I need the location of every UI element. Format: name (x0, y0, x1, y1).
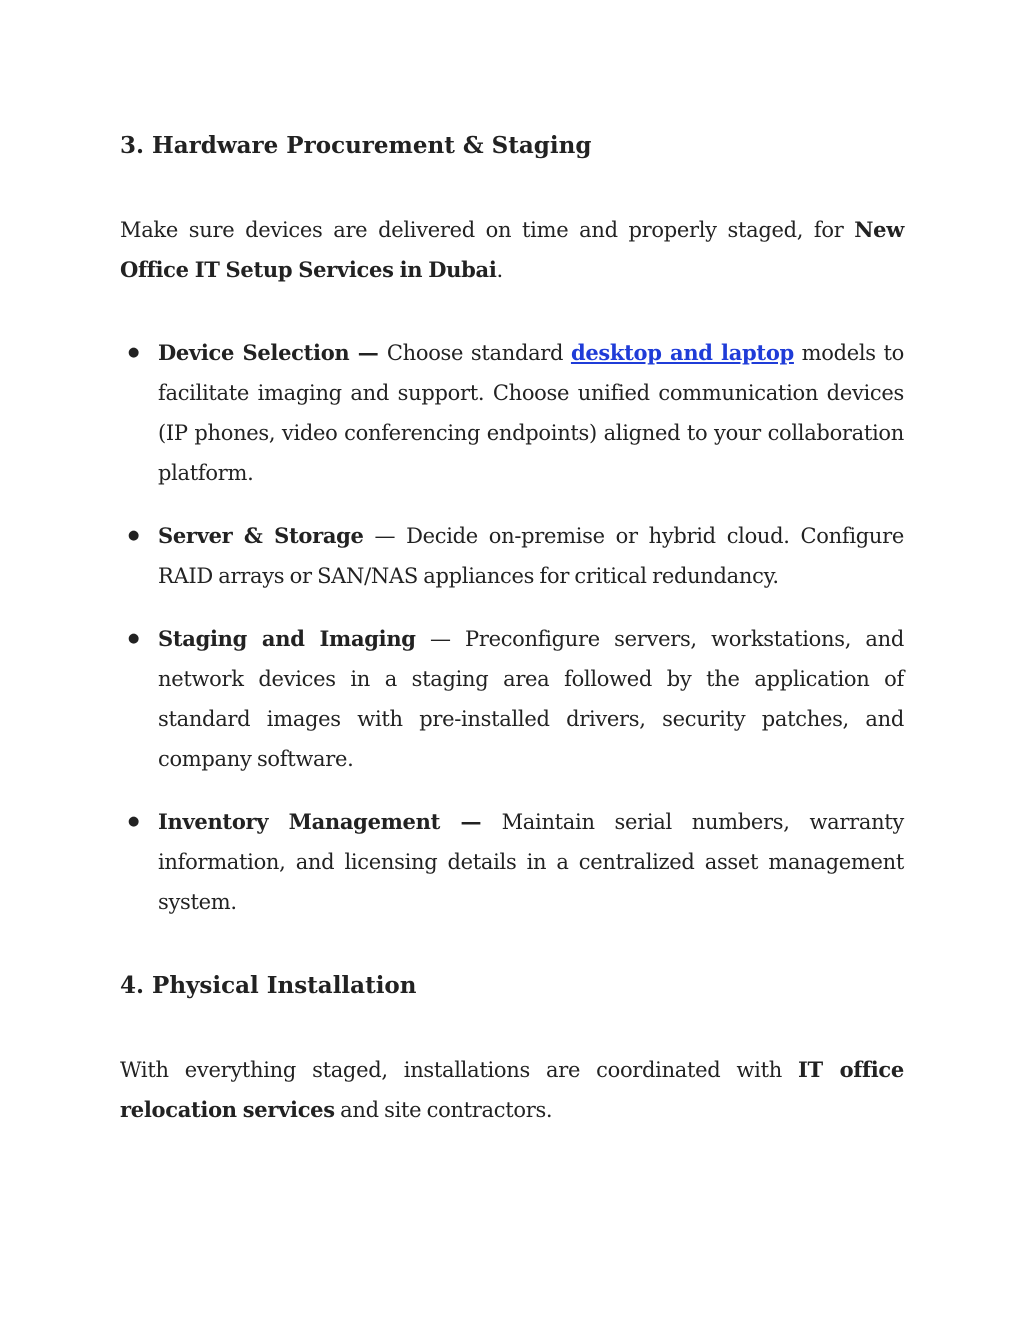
paragraph-text: and site contractors. (334, 1098, 553, 1122)
section-intro-paragraph (120, 210, 904, 290)
bullet-text: Preconfigure servers, workstations, and network devices in a staging area followed by the application of standard images with pre-installed drivers, security patches, and company software. (158, 627, 904, 771)
bullet-dash: — (439, 809, 502, 834)
bullet-title: Server & Storage (158, 523, 364, 548)
bullet-title: Staging and Imaging (158, 626, 416, 651)
list-item-device-selection (120, 333, 904, 493)
hardware-bullet-list (120, 333, 904, 945)
bullet-text: models to facilitate imaging and support. Choose unified communication devices (IP phones, video conferencing endpoints) aligned to your collaboration platform. (158, 341, 905, 485)
bullet-text: Decide on-premise or hybrid cloud. Configure RAID arrays or SAN/NAS appliances for critical redundancy. (158, 524, 905, 588)
bullet-dot-icon: ● (128, 528, 140, 543)
bullet-dot-icon: ● (128, 631, 140, 646)
bullet-dot-icon: ● (128, 814, 140, 829)
paragraph-text: With everything staged, installations are coordinated with (120, 1058, 799, 1082)
bullet-title: Inventory Management (158, 809, 440, 834)
bullet-dash: — (349, 340, 387, 365)
bullet-dash: — (363, 524, 407, 548)
bullet-title: Device Selection (158, 340, 350, 365)
bullet-dash: — (415, 627, 466, 651)
list-item-staging-imaging (120, 619, 904, 779)
paragraph-bold-phrase: IT office relocation services (120, 1057, 904, 1122)
list-item-inventory-management (120, 802, 904, 922)
bullet-text: Maintain serial numbers, warranty information, and licensing details in a centralized asset management system. (158, 810, 904, 914)
intro-text: Make sure devices are delivered on time and properly staged, for (120, 218, 855, 242)
bullet-dot-icon: ● (128, 345, 140, 360)
intro-period: . (496, 258, 503, 282)
list-item-server-storage (120, 516, 904, 596)
section-heading-hardware-procurement: 3. Hardware Procurement & Staging (120, 132, 592, 159)
section-heading-physical-installation: 4. Physical Installation (120, 972, 417, 999)
bullet-text: Choose standard (386, 341, 571, 365)
section-paragraph-physical-installation (120, 1050, 904, 1130)
intro-bold-phrase: New Office IT Setup Services in Dubai (120, 217, 904, 282)
desktop-and-laptop-link[interactable]: desktop and laptop (570, 340, 794, 365)
